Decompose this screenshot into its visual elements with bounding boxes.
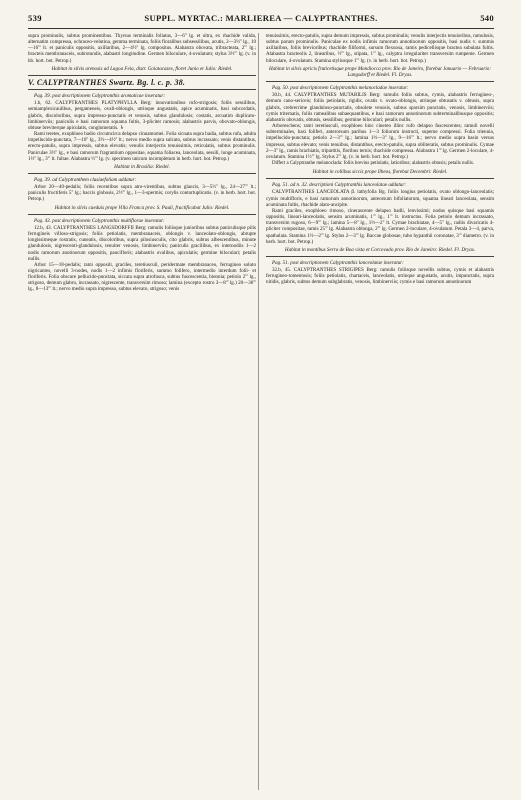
page-reference: Pag. 51. post descriptionem Calyptranthis lanceolatae inseratur: bbox=[272, 260, 404, 266]
separator bbox=[266, 178, 494, 179]
page-reference: Pag. 39. ad Calyptranthem clusiaefoliam addatur: bbox=[34, 176, 137, 183]
species-diagnosis: 1.b, 62. CALYPTRANTHES PLATYPHYLLA Berg: innovationibus rufo-strigosis; foliis sessilibus, semiamplexicaulibus, pergameneis, ovali-oblongis, utrinque angustatis, apice acuminatis, basi subcordatis, glabris, discoloribus, supra impresso-punctatis et venosis, subtus glandulosis; costatis, arcuatim duplicato-limbinerviis; paniculis e basi ramorum squama fultis, 3-pliciter ramosis; alabastris parvis, obovato-oblongis, obtuse breviterque apiculatis, conglomeratis. ♄ bbox=[28, 100, 256, 131]
page-reference: Pag. 51. ad n. 32. descriptioni Calyptranthis lanceolatae addatur: bbox=[272, 182, 407, 189]
running-title: SUPPL. MYRTAC.: MARLIEREA — CALYPTRANTHES. bbox=[144, 13, 378, 23]
species-description: Rami graciles, exophloeo rimoso, cinerascente delapso badii, lenvissimi; nodus quisque basi squamis oppositis, lineari-lanceolatis, sensim acuminatis, 1''' lg., 1''' lt. instructus. Folia petiolo demum incrassato, transversim rugoso, 6—9''' lg.; lamina 5—8'' lg., 1½—2'' lt. Cymae brachiatae, 4—5'' lg., radiis divaricatis 4-pliciter compositae, ramis 25''' lg. Alabastra oblonga, 2''' lg. Germen 2-loculare, 4-ovulatum. Petala 3—4, parva, spathulata. Stamina 1½—2''' lg. Stylus 2—3''' lg. Baccae globosae, tubo hypanthii coronatae, 3''' diametro. (v. in herb. hort. bot. Petrop.) bbox=[266, 207, 494, 245]
differential-note: Differt a Calyptranthe melanoclada: foliis brevius petiolatis, latioribus; alabastris obtusis; petalis nullis. bbox=[272, 160, 475, 166]
separator bbox=[266, 256, 494, 257]
separator bbox=[266, 81, 494, 82]
habitat-note: Habitat in collibus siccis prope Ilheos, florebat Decembri: Riedel. bbox=[312, 169, 448, 176]
paragraph: supra prominulis, subtus prominentibus. Thyrsus terminalis foliatus, 3—6" lg. et ultra, ex rhachide valida, alternatim compressa, ochraceo-velutina, gemma terminata, foliis floralibus subsessilibus, acutis, 2—3½'' lg., 10—16''' lt. et paniculis oppositis, axillaribus, 2—4½'' lg. compositus. Alabastra obovata, tribracteata, 2''' lg.; bracteis membranaceis, subrotundis, alabastri longitudine. Germen biloculare, 4-ovulatum; stylus 3½''' lg. (v. in hb. hort. bot. Petrop.) bbox=[28, 33, 256, 64]
page-reference: Pag. 50. post descriptionem Calyptranthis melanocladae inseratur: bbox=[272, 85, 409, 92]
separator bbox=[28, 89, 256, 90]
right-column bbox=[266, 33, 494, 286]
page-reference: Pag. 39. post descriptionem Calyptranthis aromaticae inseratur: bbox=[34, 93, 166, 100]
page-reference: Pag. 43. post descriptionem Calyptranthis multiflorae inseratur: bbox=[34, 217, 165, 224]
habitat-note: Habitat in silvis apricis fruticetisque prope Mandiocca prov. Rio de Janeiro, florebat Januario — Februario: Langsdorff et Riedel. Fl. Dryas. bbox=[268, 65, 492, 78]
habitat-note: Habitat in montibus Serra de Boa vista et Corcovado prov. Rio de Janeiro: Riedel. Fl. Dryas. bbox=[284, 246, 476, 253]
species-diagnosis: 30.b, 44. CALYPTRANTHES MUTABILIS Berg: ramulis foliis subtus, cymis, alabastris ferrugineo-, demum cano-sericeis; foliis petiolatis, rigidis, ovatis v. ovato-oblongis, utrinque obtusatis v. obtusis, supra glabris, crebrerrime glanduloso-punctatis, obsolete venosis, subtus sparsim punctatis, venosis, limbinerviis; cymis triternatis, foliis ramealibus subaequantibus, e basi ramorum annotinorum subterminalibusque oppositis; alabastris obovatis, obtusis, sessilibus; germine biloculari; petalis nullis. bbox=[266, 92, 494, 123]
species-description: Rami teretes, exophloeo badio circumcirca delapso cinnamomei. Folia sicnata supra badia, subtus rufa, adulta impellucido-punctata, 7—10'' lg., 3½—4½'' lt.; nervo medio supra sulcato, subtus incrassato; venis distantibus, erecto-patulis, supra impressis, subtus elevatis; venulis interjectis tenuissimis, reticulatis, subtus prominulis. Paniculae 3½'' lg., e basi ramorum fragrantium oppositae, squama foliacea, lanceolata, sessili, longe acuminata, 1½'' lg., 3''' lt. fultae. Alabastra ½''' lg. (v. specimen unicum incompletum in herb. hort. bot. Petrop.) bbox=[28, 131, 256, 162]
habitat-note: Habitat in silvis caeduis prope Villa Franca prov. S. Pauli, fructificabat Julio: Riedel. bbox=[54, 204, 230, 211]
separator bbox=[28, 75, 256, 76]
header-rule bbox=[28, 28, 494, 29]
page-number-left: 539 bbox=[28, 13, 42, 23]
species-diagnosis: 32.b, 45. CALYPTRANTHES STRIGIPES Berg: ramulis foliisque novellis subtus, cymis et alabastris ferrugineo-tomentosis; foliis petiolatis, chartaceis, lanceolatis, utrinque angustatis, acutis, impunctatis, supra nitidis, glabris, subtus demum subglabratis, venosis, limbinerviis; cymis e basi ramorum annotinorum bbox=[266, 267, 494, 286]
section-heading: V. CALYPTRANTHES Swartz. Bg. l. c. p. 38. bbox=[28, 77, 186, 87]
left-column bbox=[28, 33, 256, 293]
species-description: Arboreschens; rami teretiusculi, exophloeo hinc cinereo illinc rufo delapso fuscescentes; ramuli novelli subterminales, basi foliferi, anterorsum paribus 1—3 foliorum instructi, superne compressi. Folia triennia, impellucido-punctata; petiolo 2—3''' lg.; lamina 1½—3'' lg., 9—16''' lt.; nervo medio supra basin versus impresso, subtus elevato; venis tenuibus, distantibus, erecto-patulis, supra obliteratis, subtus prominulis. Cymae 2—3'' lg., ramis brachiatis, tripartitis, floribus ternis; rhachide compressa. Alabastra 1''' lg. Germen 2-loculare, 4-ovulatum. Stamina 1½''' lg. Stylus 2''' lg. (v. in herb. hort. bot. Petrop.) bbox=[266, 123, 494, 160]
species-diagnosis: 12.b, 43. CALYPTRANTHES LANGSDORFFII Berg: ramulis foliisque junioribus subtus paniculisque pilis ferrugineis villoso-strigosis; foliis petiolatis, membranaceis, oblongis v. lanceolato-oblongis, abrupte longissimeque rostratis, cuneatis, discoloribus, supra pilosiusculis, cito glabris, subtus albescentibus, minute glandulosis, nigrescenti-glandulosis, tenuiter venosis, limbinerviis; paniculis gracilibus, ex internodiis 1—2 nodis ramorum anotinorum oppositis, pauciflorís; alabastris ovalibus, apiculatis; germine biloculari; petalis nullis. bbox=[28, 224, 256, 262]
separator bbox=[28, 173, 256, 174]
page-number-right: 540 bbox=[480, 13, 494, 23]
separator bbox=[28, 214, 256, 215]
species-description: Arbor 15—18-pedalis; rami oppositi, graciles, teretiusculi, peridermate membranaceo, ferrugineo soluto nigricantes, novelli 3-nodes, nodis 1—2 infimis floriferis, summo folifero, intermedio interdum folii- et floriferis. Folia obscure pellucido-punctata, siccata supra atrofusca, subtus fuscescentia, biennia; petiolo 2''' lg., strigoso, demum glabro, incrassato, nigrescente, transversim rimoso; lamina (excepto rostro 3—8''' lg.) 20—36''' lg., 8—13''' lt.; nervo medio supra impresso, subtus elevato, strigoso; venis bbox=[28, 261, 256, 293]
variety-diagnosis: CALYPTRANTHES LANCEOLATA β. lathyfolia Bg. foliis longius petiolatis, ovato oblongo-lanceolatis; cymis multifloris, e basi ramorum annotinorum, anteorsum bifoliatorum, squama lineari lanceolata, sensim acuminata fultis, rhachide alato-ancipite. bbox=[266, 189, 494, 208]
species-description: Arbor 20—40-pedalis; foliis recentibus supra atro-virentibus, subtus glaucis, 3—5½'' lg., 24—27''' lt.; paniculis fructiferis 5'' lg.; baccis globosis, 2½''' lg., 1—3-spermis; corylis contortuplicatis. (v. in herb. hort. bot. Petrop.) bbox=[28, 184, 256, 203]
running-header bbox=[28, 10, 494, 26]
habitat-note: Habitat in Brasilia: Riedel. bbox=[114, 163, 170, 170]
habitat-note: Habitat in silvis arenosis ad Lagoa Feia, distr. Goiatacazes, floret Junio et Julio: Riedel. bbox=[51, 65, 233, 72]
column-divider bbox=[258, 33, 259, 790]
paragraph: tenuissimis, erecto-patulis, supra demum impressis, subtus prominulis; venulis interjectis tenuioribus, ramulosis, subtus parum prominulis. Paniculae ex nodis infimis ramorum annotinorum oppositis, basi nudis v. summis axillaribus, foliis brevioribus; rhachide filiformi, sursum flexuosa, ramis pedicellisque bractea subulata fultis. Alabastra bracteolis 2, linearibus, ½''' lg., stipata, 1''' lg., calyptra irregulariter transversim rumpente. Germen biloculare, 4-ovulatum. Stamina styliusque 1''' lg. (v. in herb. hort. bot. Petrop.) bbox=[266, 33, 494, 64]
